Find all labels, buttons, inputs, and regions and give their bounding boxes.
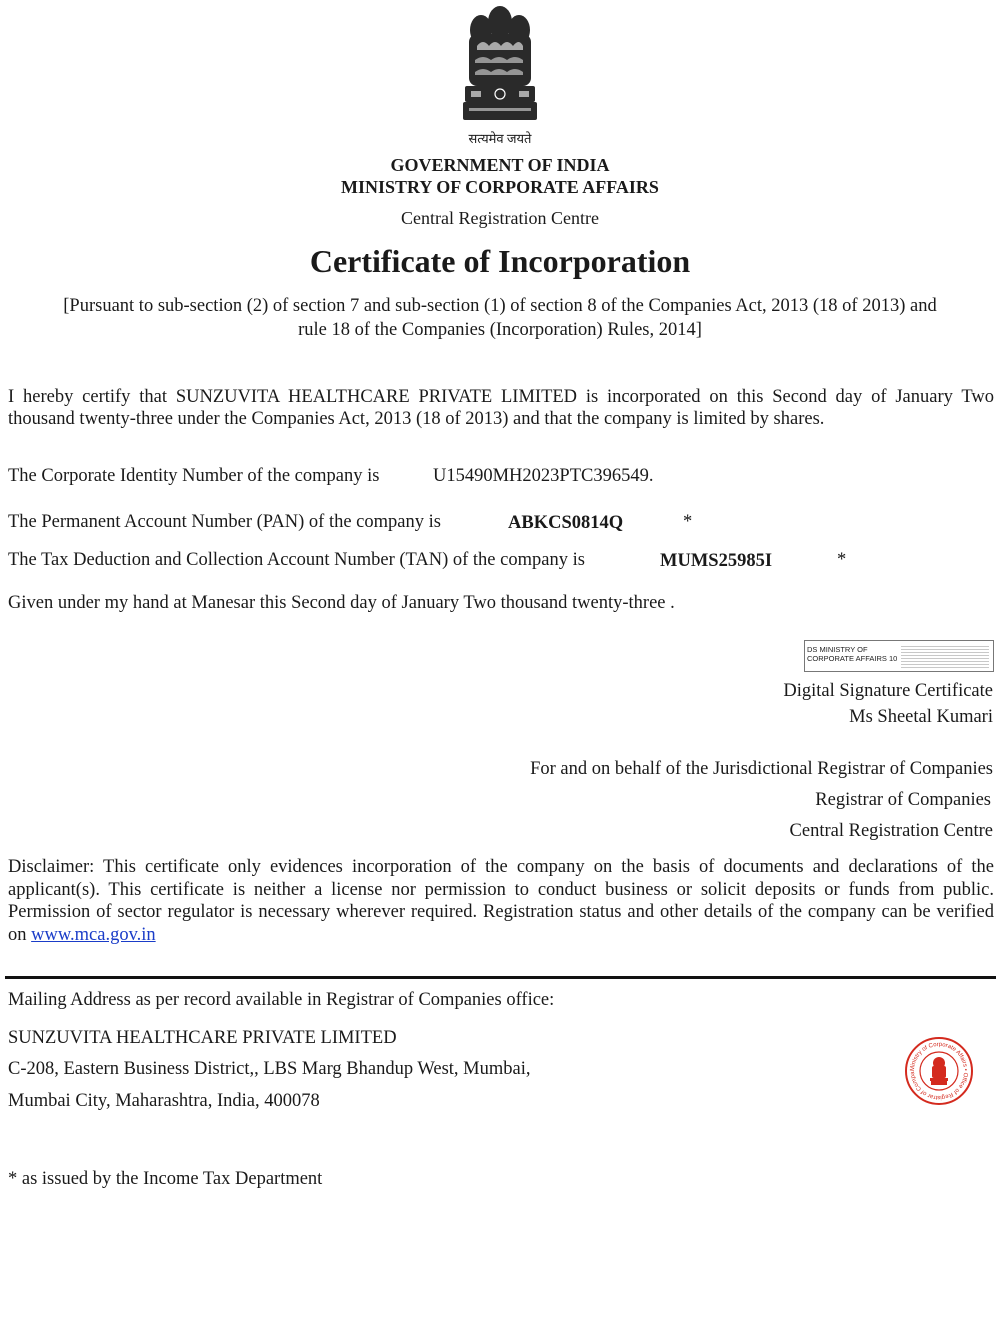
ds-stamp-text: DS MINISTRY OF CORPORATE AFFAIRS 10 [807, 645, 898, 663]
certification-paragraph: I hereby certify that SUNZUVITA HEALTHCARE PRIVATE LIMITED is incorporated on this Second day of January Two thousand twenty-three under the Companies Act, 2013 (18 of 2013) and that the company is limited by shares. [8, 387, 994, 429]
registrar-line: Registrar of Companies [815, 790, 991, 810]
disclaimer-text: Disclaimer: This certificate only evidences incorporation of the company on the basis of documents and declarations of the applicant(s). This certificate is neither a license nor permission to conduct business or solicit deposits or funds from public. Permission of sector regulator is necessary wherever required. Registration status and other details of the company can be verified on [8, 857, 994, 945]
pan-asterisk: * [683, 512, 693, 532]
signature-centre-line: Central Registration Centre [789, 821, 993, 841]
pan-label: The Permanent Account Number (PAN) of the company is [8, 512, 441, 532]
given-statement: Given under my hand at Manesar this Second day of January Two thousand twenty-three . [8, 593, 675, 613]
national-motto: सत्यमेव जयते [468, 131, 532, 146]
cin-label: The Corporate Identity Number of the company is [8, 466, 380, 486]
cin-row [8, 466, 994, 490]
mca-website-link[interactable]: www.mca.gov.in [31, 924, 156, 945]
pursuant-line-2: rule 18 of the Companies (Incorporation) Rules, 2014] [298, 320, 702, 340]
cin-value: U15490MH2023PTC396549. [433, 466, 654, 486]
digital-signature-stamp [804, 640, 994, 672]
pursuant-text [0, 294, 1000, 342]
section-divider [5, 976, 996, 979]
mailing-address-line-1: C-208, Eastern Business District,, LBS Marg Bhandup West, Mumbai, [8, 1059, 531, 1079]
mailing-address-heading: Mailing Address as per record available in Registrar of Companies office: [8, 990, 555, 1010]
svg-text:Ministry of Corporate Affairs: Ministry of Corporate Affairs • Office of Registrar of Compa [909, 1041, 969, 1101]
page-title: Certificate of Incorporation [309, 243, 691, 279]
signer-name: Ms Sheetal Kumari [849, 707, 993, 727]
centre-heading: Central Registration Centre [401, 208, 599, 228]
mailing-address-line-2: Mumbai City, Maharashtra, India, 400078 [8, 1091, 320, 1111]
tan-asterisk: * [837, 550, 847, 570]
tan-value: MUMS25985I [660, 551, 773, 571]
disclaimer-paragraph [8, 856, 994, 946]
registrar-seal-icon [904, 1036, 974, 1106]
footnote: * as issued by the Income Tax Department [8, 1169, 323, 1189]
tan-row [8, 550, 994, 574]
pursuant-line-1: [Pursuant to sub-section (2) of section 7 and sub-section (1) of section 8 of the Companies Act, 2013 (18 of 2013) and [63, 296, 937, 316]
ds-fine-print [901, 644, 989, 668]
signature-cert-type: Digital Signature Certificate [783, 681, 993, 701]
pan-row [8, 512, 994, 536]
national-emblem-icon [455, 0, 545, 130]
tan-label: The Tax Deduction and Collection Account Number (TAN) of the company is [8, 550, 585, 570]
government-heading: GOVERNMENT OF INDIA [390, 155, 610, 175]
mailing-company-name: SUNZUVITA HEALTHCARE PRIVATE LIMITED [8, 1028, 397, 1048]
pan-value: ABKCS0814Q [508, 513, 624, 533]
ministry-heading: MINISTRY OF CORPORATE AFFAIRS [341, 177, 659, 197]
behalf-line: For and on behalf of the Jurisdictional Registrar of Companies [530, 759, 993, 779]
